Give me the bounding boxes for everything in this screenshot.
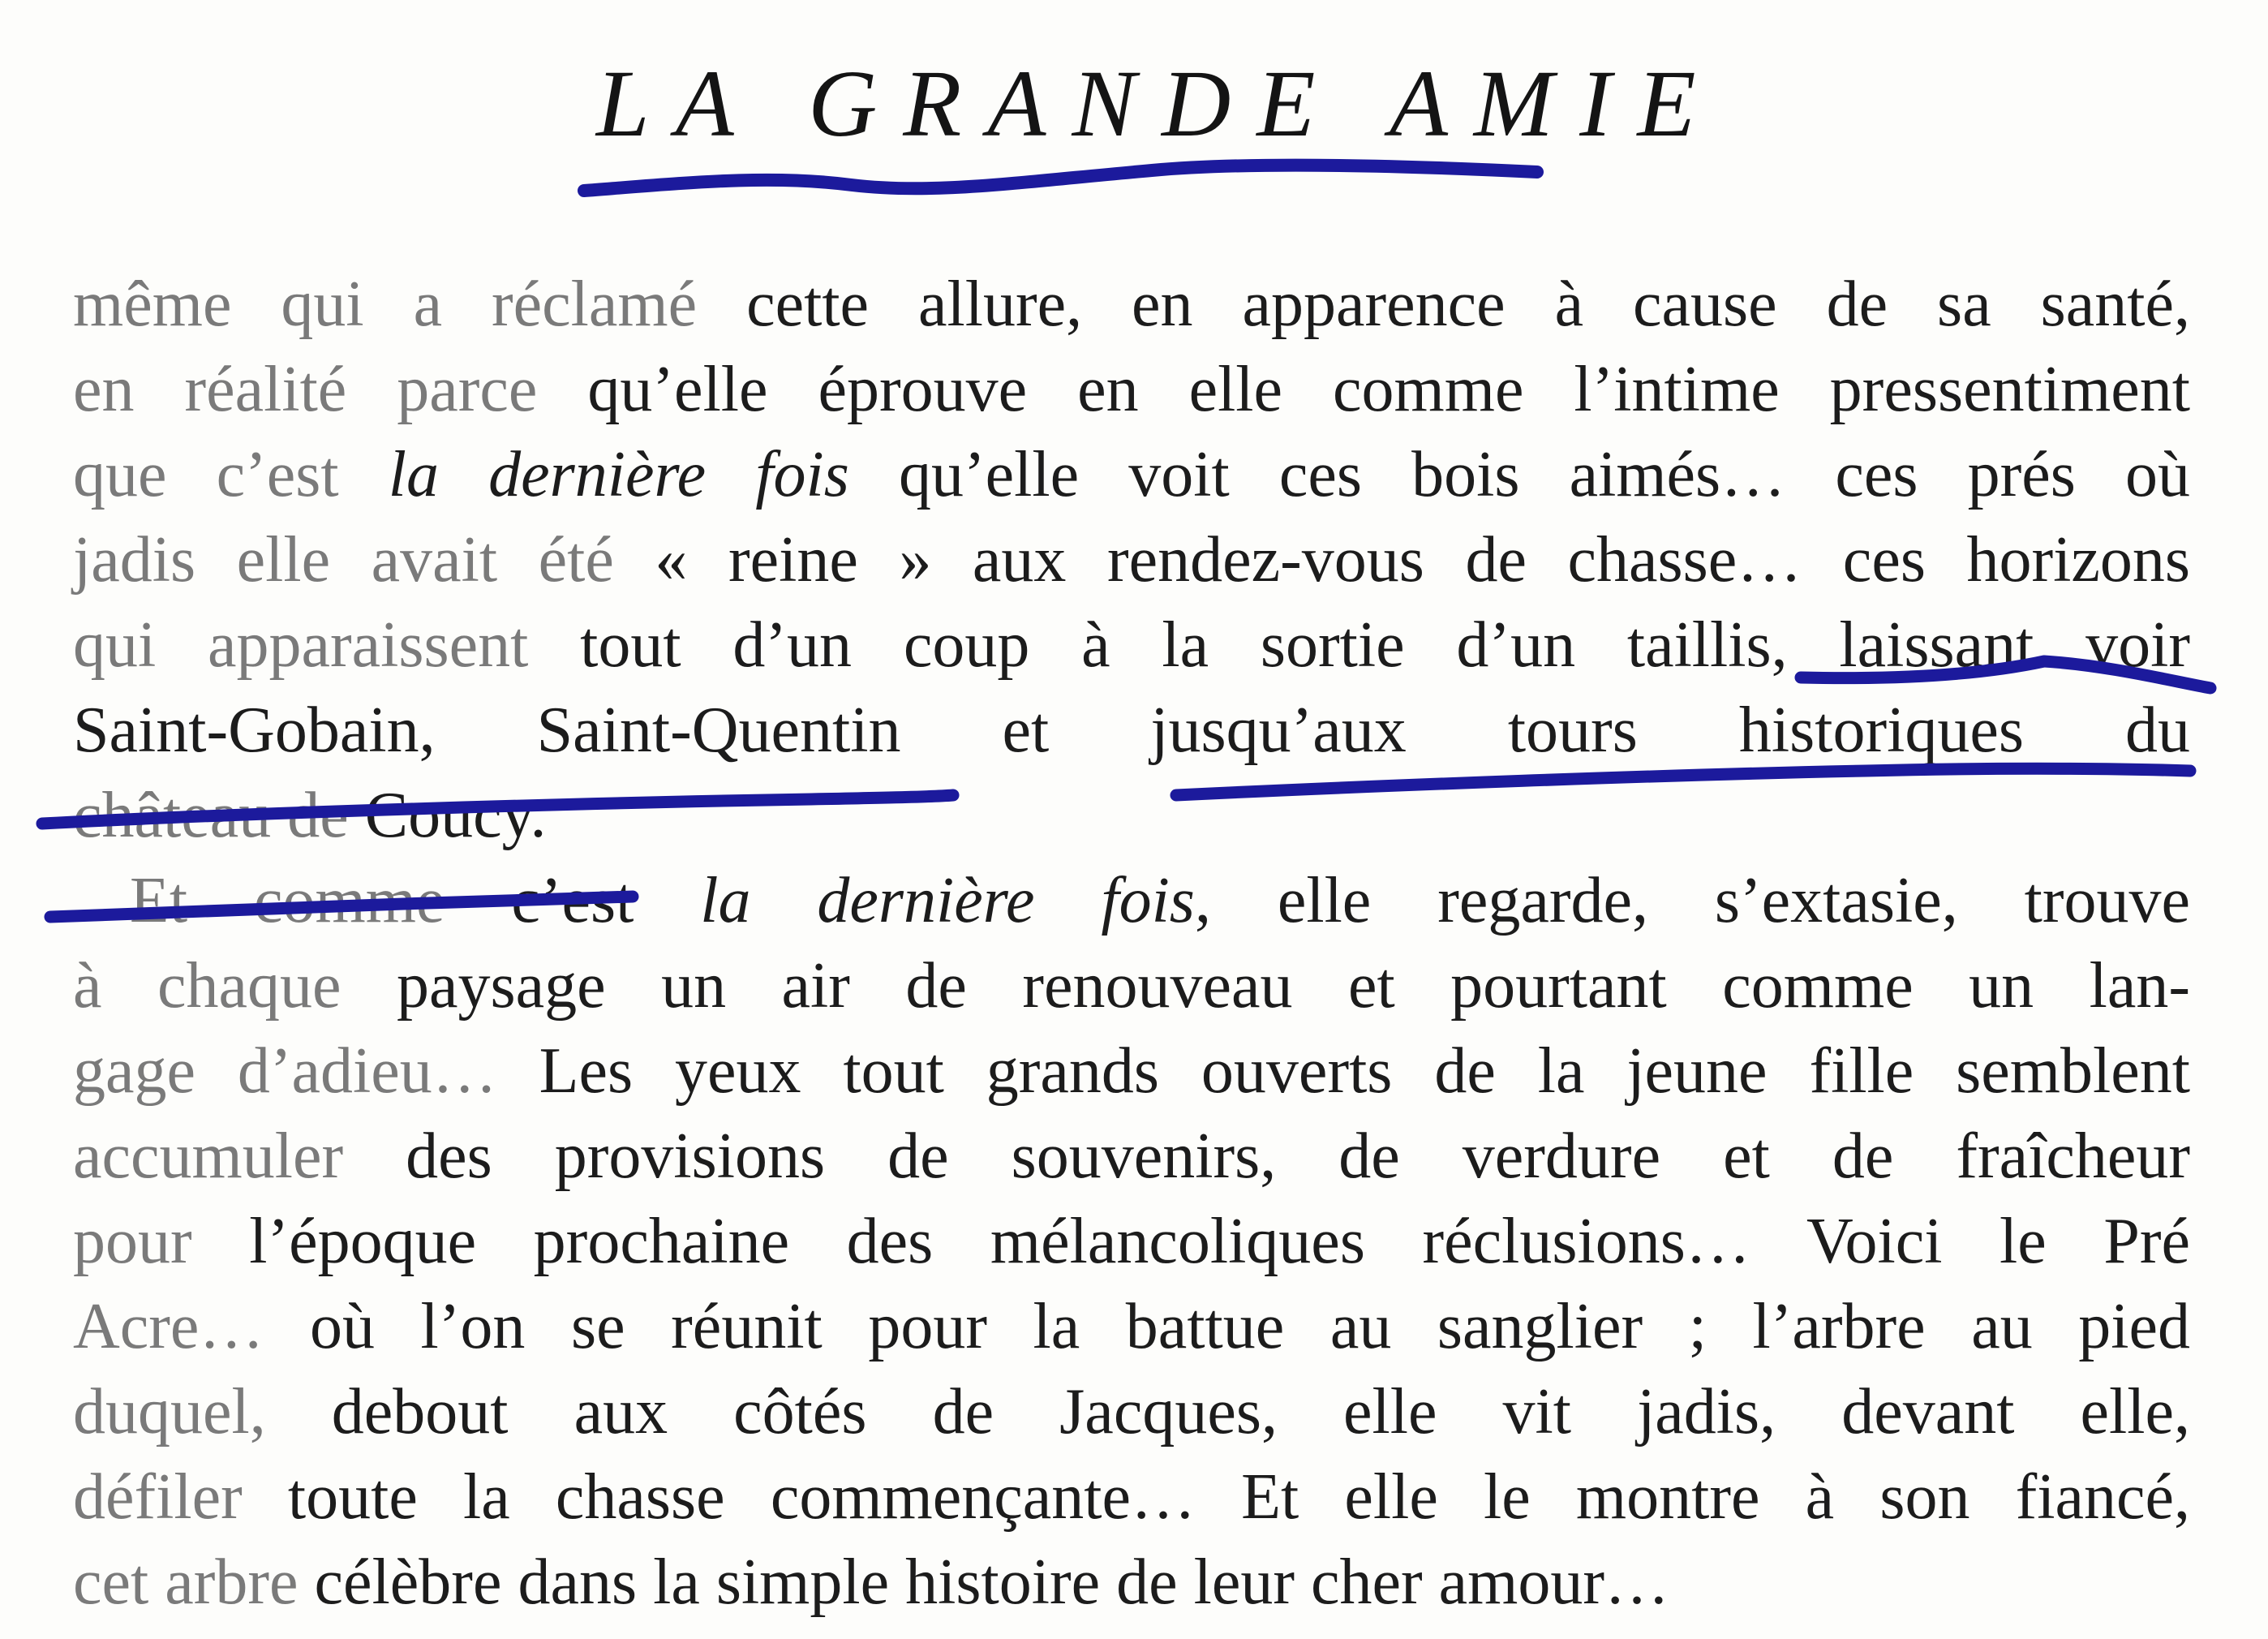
faded-text: cet arbre: [73, 1547, 299, 1618]
faded-text: château de: [73, 780, 349, 851]
faded-text: à chaque: [73, 950, 341, 1022]
faded-text: gage d’adieu…: [73, 1035, 497, 1107]
faded-text: accumuler: [73, 1121, 344, 1192]
text-span: c’est: [445, 865, 701, 936]
faded-text: en réalité parce: [73, 354, 538, 425]
italic-text: la dernière fois: [700, 865, 1195, 936]
text-span: « reine » aux rendez-vous de chasse… ces horizons: [613, 524, 2190, 596]
text-span: tout d’un coup à la sortie d’un taillis, laissant voir: [528, 609, 2190, 681]
text-span: toute la chasse commençante… Et elle le montre à son fiancé,: [242, 1461, 2190, 1533]
text-span: paysage un air de renouveau et pourtant comme un lan-: [341, 950, 2190, 1022]
title-underline: [584, 166, 1537, 191]
faded-text: Acre…: [73, 1291, 264, 1362]
italic-text: la dernière fois: [388, 439, 849, 510]
text-span: qu’elle voit ces bois aimés… ces prés où: [848, 439, 2190, 510]
text-span: des provisions de souvenirs, de verdure et de fraîcheur: [343, 1121, 2190, 1192]
text-span: debout aux côtés de Jacques, elle vit jadis, devant elle,: [265, 1376, 2190, 1448]
faded-text: défiler: [73, 1461, 243, 1533]
text-span: célèbre dans la simple histoire de leur cher amour…: [298, 1547, 1670, 1618]
faded-text: duquel,: [73, 1376, 266, 1448]
underline-laissant-voir: [1801, 661, 2210, 688]
underline-jusquaux: [1176, 768, 2190, 795]
text-span: où l’on se réunit pour la battue au sanglier ; l’arbre au pied: [264, 1291, 2190, 1362]
faded-text: qui apparaissent: [73, 609, 529, 681]
faded-text: Et comme: [130, 865, 445, 936]
text-span: qu’elle éprouve en elle comme l’intime pressentiment: [537, 354, 2191, 425]
faded-text: même qui a réclamé: [73, 269, 698, 340]
underline-saint-gobain: [42, 795, 953, 824]
text-span: , elle regarde, s’extasie, trouve: [1194, 865, 2191, 936]
faded-text: pour: [73, 1206, 192, 1277]
underline-chateau-de-coucy: [50, 897, 633, 917]
text-span: Coucy.: [348, 780, 547, 851]
faded-text: jadis elle avait été: [73, 524, 614, 596]
faded-text: que c’est: [73, 439, 389, 510]
text-span: Saint-Gobain, Saint-Quentin et jusqu’aux tours historiques du: [73, 695, 2190, 766]
text-span: cette allure, en apparence à cause de sa santé,: [697, 269, 2191, 340]
text-span: l’époque prochaine des mélancoliques réclusions… Voici le Pré: [191, 1206, 2190, 1277]
text-span: Les yeux tout grands ouverts de la jeune fille semblent: [496, 1035, 2190, 1107]
chapter-title: LA GRANDE AMIE: [596, 50, 1722, 157]
